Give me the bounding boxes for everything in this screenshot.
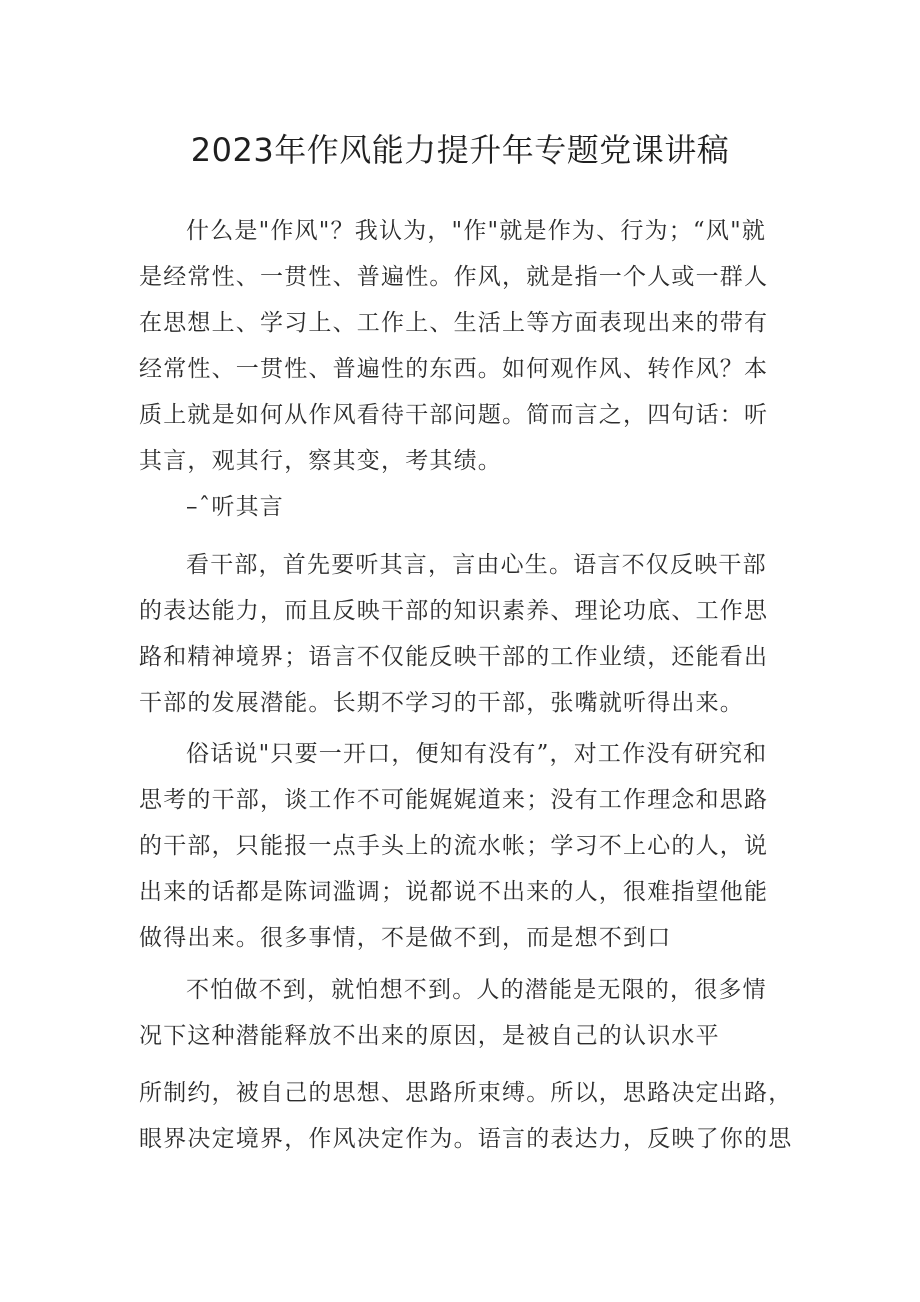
- document-title: 2023年作风能力提升年专题党课讲稿: [190, 131, 730, 169]
- section-heading: [139, 484, 799, 530]
- text-line: 是经常性、一贯性、普遍性。作风，就是指一个人或一群人: [139, 264, 769, 290]
- paragraph-what-is-zuofeng: [139, 208, 799, 484]
- text-line: 质上就是如何从作风看待干部问题。简而言之，四句话：听: [139, 402, 769, 428]
- text-line: 干部的发展潜能。长期不学习的干部，张嘴就听得出来。: [139, 690, 744, 716]
- text-line: 经常性、一贯性、普遍性的东西。如何观作风、转作风？本: [139, 356, 769, 382]
- text-line: 不怕做不到，就怕想不到。人的潜能是无限的，很多情: [186, 977, 767, 1003]
- text-line: 的干部，只能报一点手头上的流水帐；学习不上心的人，说: [139, 833, 769, 859]
- text-line: 眼界决定境界，作风决定作为。语言的表达力，反映了你的思: [139, 1126, 793, 1152]
- paragraph-listen-words: [139, 542, 799, 726]
- text-line: 况下这种潜能释放不出来的原因，是被自己的认识水平: [139, 1023, 720, 1049]
- text-line: 出来的话都是陈词滥调；说都说不出来的人，很难指望他能: [139, 879, 769, 905]
- text-line: 路和精神境界；语言不仅能反映干部的工作业绩，还能看出: [139, 644, 769, 670]
- text-line: 在思想上、学习上、工作上、生活上等方面表现出来的带有: [139, 310, 769, 336]
- paragraph-thinking-decides: [139, 1070, 799, 1162]
- paragraph-proverb: [139, 731, 799, 961]
- text-line: 看干部，首先要听其言，言由心生。语言不仅反映干部: [186, 552, 767, 578]
- text-line: 所制约，被自己的思想、思路所束缚。所以，思路决定出路，: [139, 1080, 793, 1106]
- text-line: 的表达能力，而且反映干部的知识素养、理论功底、工作思: [139, 598, 769, 624]
- text-line: 思考的干部，谈工作不可能娓娓道来；没有工作理念和思路: [139, 787, 769, 813]
- text-line: 俗话说"只要一开口，便知有没有”，对工作没有研究和: [186, 741, 768, 767]
- text-line: 其言，观其行，察其变，考其绩。: [139, 448, 502, 474]
- paragraph-potential: [139, 967, 799, 1059]
- text-line: 什么是"作风"？我认为，"作"就是作为、行为；“风"就: [186, 218, 767, 244]
- text-line: 做得出来。很多事情，不是做不到，而是想不到口: [139, 925, 672, 951]
- section-heading-text: –ˆ听其言: [186, 494, 284, 520]
